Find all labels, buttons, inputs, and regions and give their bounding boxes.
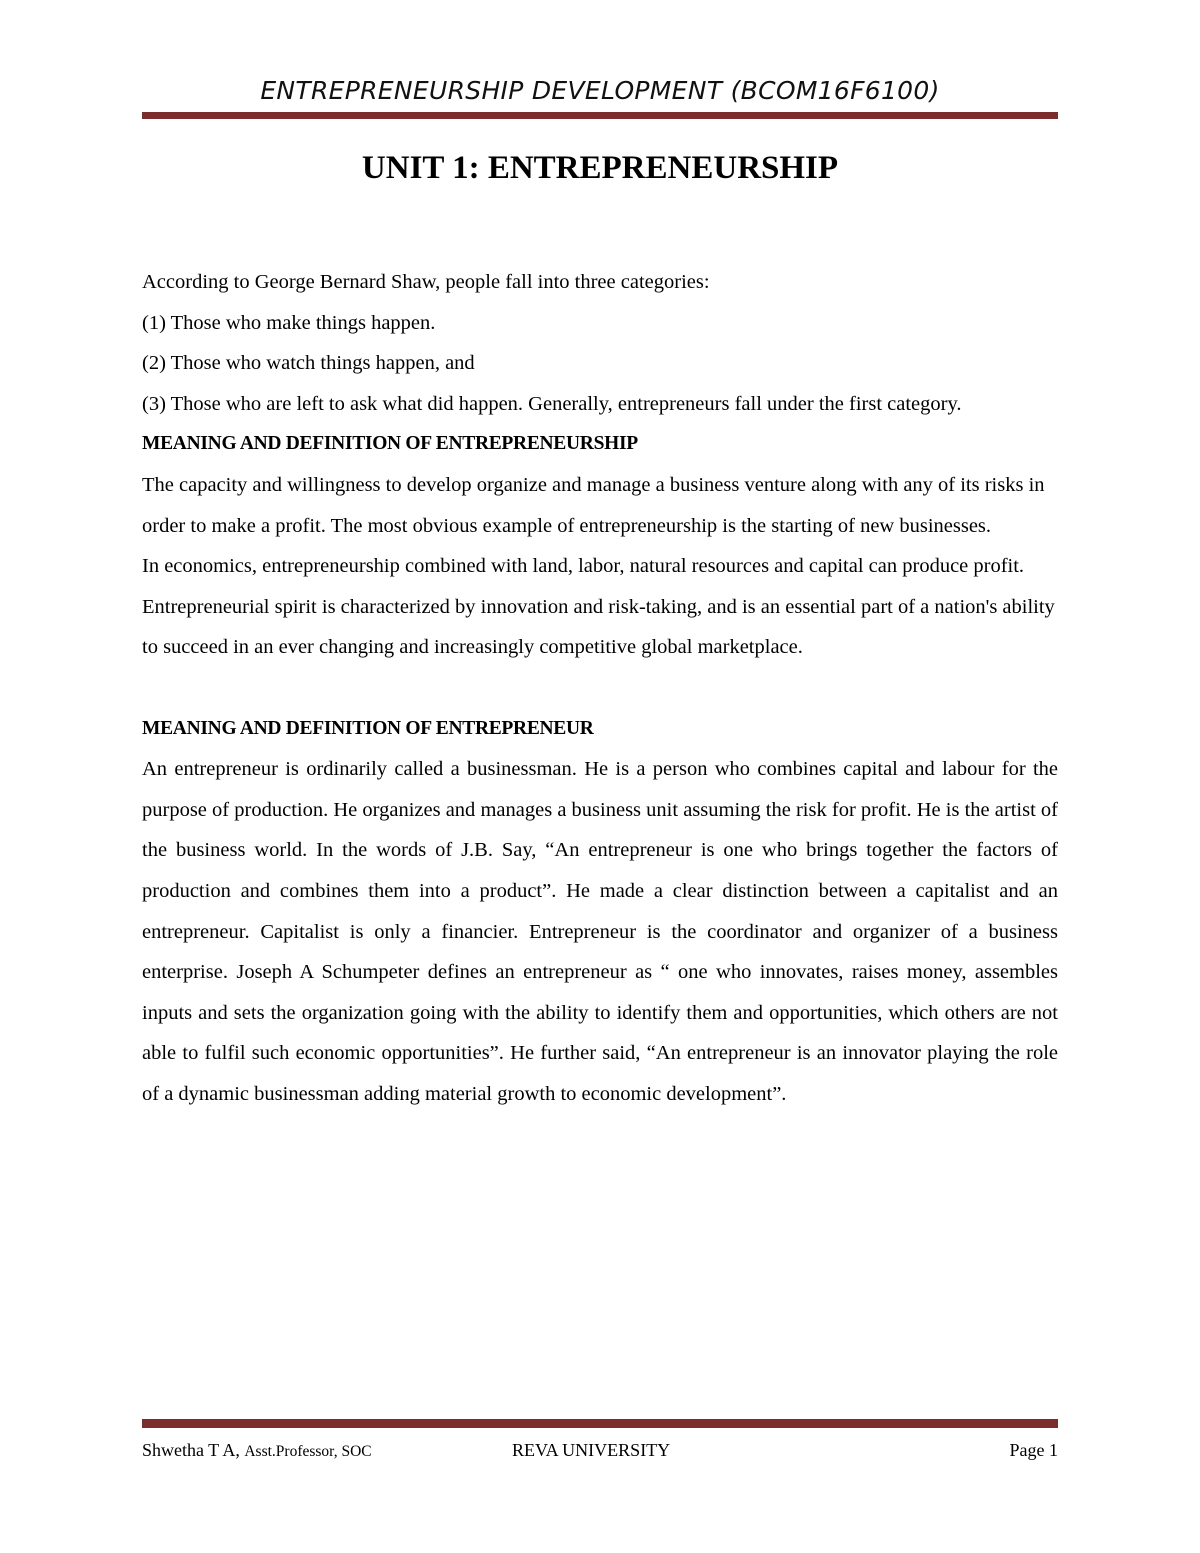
page-footer	[142, 1436, 1058, 1464]
header-rule	[142, 112, 1058, 119]
footer-page-number: Page 1	[1009, 1440, 1058, 1460]
section-heading-entrepreneurship: MEANING AND DEFINITION OF ENTREPRENEURSHIP	[142, 433, 638, 455]
paragraph-spacer	[142, 668, 1058, 709]
footer-author	[142, 1436, 372, 1466]
intro-item-1: (1) Those who make things happen.	[142, 311, 436, 334]
footer-author-name: Shwetha T A,	[142, 1440, 240, 1460]
entrepreneurship-paragraph-2: In economics, entrepreneurship combined with land, labor, natural resources and capital can produce profit. Entrepreneurial spirit is characterized by innovation and risk-taking, and is an essential part of a nation's ability to succeed in an ever changing and increasingly competitive global marketplace.	[142, 555, 1055, 659]
footer-university: REVA UNIVERSITY	[512, 1440, 671, 1460]
intro-lead: According to George Bernard Shaw, people fall into three categories:	[142, 271, 710, 293]
footer-author-designation: Asst.Professor, SOC	[244, 1443, 372, 1460]
intro-item-3: (3) Those who are left to ask what did happen. Generally, entrepreneurs fall under the first category.	[142, 392, 962, 415]
section-heading-entrepreneur: MEANING AND DEFINITION OF ENTREPRENEUR	[142, 717, 594, 739]
running-header: ENTREPRENEURSHIP DEVELOPMENT (BCOM16F6100)	[260, 76, 940, 105]
body-text	[142, 262, 1058, 1114]
entrepreneurship-paragraph-1: The capacity and willingness to develop organize and manage a business venture along with any of its risks in order to make a profit. The most obvious example of entrepreneurship is the starting of new businesses.	[142, 473, 1045, 537]
unit-title: UNIT 1: ENTREPRENEURSHIP	[361, 150, 839, 186]
intro-item-2: (2) Those who watch things happen, and	[142, 352, 475, 375]
footer-rule	[142, 1419, 1058, 1428]
entrepreneur-paragraph: An entrepreneur is ordinarily called a businessman. He is a person who combines capital and labour for the purpose of production. He organizes and manages a business unit assuming the risk for profit. He is the artist of the business world. In the words of J.B. Say, “An entrepreneur is one who brings together the factors of production and combines them into a product”. He made a clear distinction between a capitalist and an entrepreneur. Capitalist is only a financier. Entrepreneur is the coordinator and organizer of a business enterprise. Joseph A Schumpeter defines an entrepreneur as “ one who innovates, raises money, assembles inputs and sets the organization going with the ability to identify them and opportunities, which others are not able to fulfil such economic opportunities”. He further said, “An entrepreneur is an innovator playing the role of a dynamic businessman adding material growth to economic development”.	[142, 758, 1058, 1105]
